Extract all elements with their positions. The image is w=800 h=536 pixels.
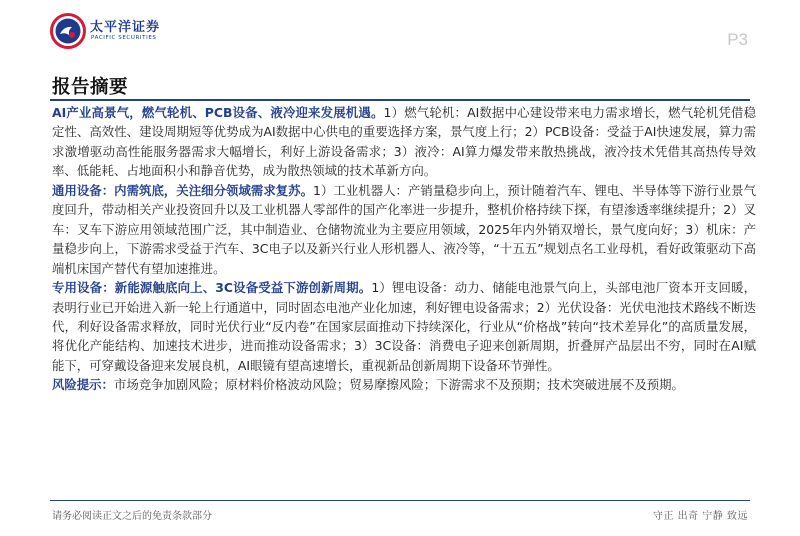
paragraph-text: 1）工业机器人：产销量稳步向上，预计随着汽车、锂电、半导体等下游行业景气度回升，带动相关产业投资回升以及工业机器人零部件的国产化率进一步提升，整机价格持续下探，有望渗透率继续提升；2）叉车：叉车下游应用领域范围广泛，其中制造业、仓储物流业为主要应用领域，2025年内外销双增长，景气度向好；3）机床：产量稳步向上，下游需求受益于汽车、3C电子以及新兴行业人形机器人、液冷等，“十五五”规划点名工业母机，看好政策驱动下高端机床国产替代有望加速推进。: [52, 182, 756, 276]
paragraph-text: 1）锂电设备：动力、储能电池景气向上，头部电池厂资本开支回暖，表明行业已开始进入新一轮上行通道中，同时固态电池产业化加速，利好锂电设备需求；2）光伏设备：光伏电池技术路线不断迭代，利好设备需求释放，同时光伏行业“反内卷”在国家层面推动下持续深化，行业从“价格战”转向“技术差异化”的高质量发展，将优化产能结构、加速技术进步，进而推动设备需求；3）3C设备：消费电子迎来创新周期，折叠屏产品层出不穷，同时在AI赋能下，可穿戴设备迎来发展良机，AI眼镜有望高速增长，重视新品创新周期下设备环节弹性。: [52, 280, 757, 373]
paragraph-special-equipment: [52, 278, 756, 375]
brand-name-cn: 太平洋证券: [90, 20, 161, 35]
paragraph-heading: 专用设备：新能源触底向上、3C设备受益下游创新周期。: [52, 280, 372, 296]
footer-motto: 守正 出奇 宁静 致远: [652, 511, 748, 522]
brand-logo: [50, 13, 170, 49]
title-divider: [50, 99, 750, 101]
paragraph-text: 市场竞争加剧风险；原材料价格波动风险；贸易摩擦风险；下游需求不及预期；技术突破进展不及预期。: [113, 377, 684, 393]
page-number: P3: [727, 30, 748, 49]
paragraph-text: 1）燃气轮机：AI数据中心建设带来电力需求增长，燃气轮机凭借稳定性、高效性、建设周期短等优势成为AI数据中心供电的重要选择方案，景气度上行；2）PCB设备：受益于AI快速发展，算力需求激增驱动高性能服务器需求大幅增长，利好上游设备需求；3）液冷：AI算力爆发带来散热挑战，液冷技术凭借其高热传导效率、低能耗、占地面积小和静音优势，成为散热领域的技术革新方向。: [52, 105, 756, 179]
footer-disclaimer: 请务必阅读正文之后的免责条款部分: [52, 511, 212, 522]
footer-divider: [50, 500, 750, 501]
paragraph-risk-warning: [52, 375, 756, 394]
paragraph-heading: 通用设备：内需筑底，关注细分领域需求复苏。: [52, 182, 314, 198]
paragraph-heading: 风险提示：: [52, 377, 114, 393]
paragraph-ai-industry: [52, 103, 756, 181]
summary-body: [52, 103, 756, 395]
paragraph-heading: AI产业高景气，燃气轮机、PCB设备、液冷迎来发展机遇。: [52, 105, 384, 120]
brand-name-en: PACIFIC SECURITIES: [91, 35, 157, 41]
paragraph-general-equipment: [52, 181, 756, 278]
pacific-securities-logo-icon: [50, 13, 86, 49]
page-title: 报告摘要: [52, 77, 129, 98]
